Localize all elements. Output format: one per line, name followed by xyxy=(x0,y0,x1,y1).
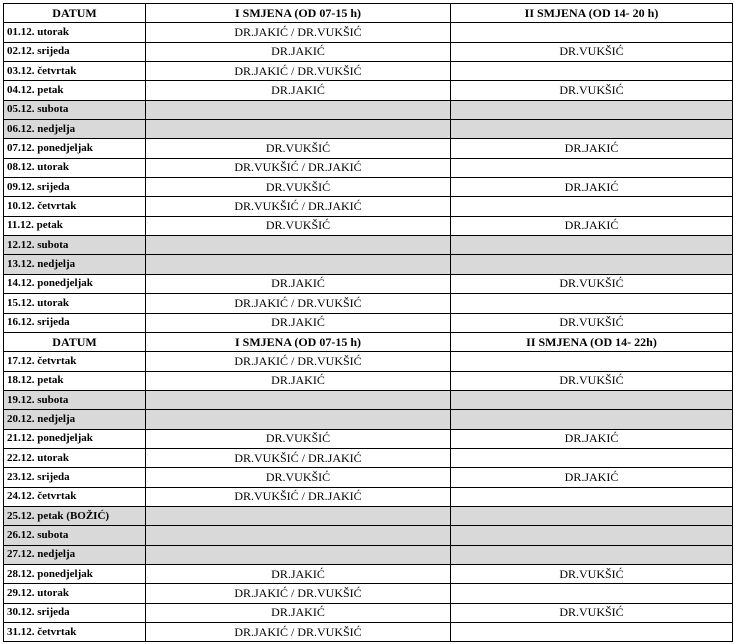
table-row xyxy=(4,468,733,487)
date-cell: 05.12. subota xyxy=(4,100,146,119)
first-shift-cell xyxy=(146,526,451,545)
date-cell: 26.12. subota xyxy=(4,526,146,545)
second-shift-cell: DR.JAKIĆ xyxy=(451,429,733,448)
table-row xyxy=(4,545,733,564)
second-shift-cell xyxy=(451,236,733,255)
date-cell: 02.12. srijeda xyxy=(4,42,146,61)
first-shift-cell xyxy=(146,120,451,139)
date-cell: 09.12. srijeda xyxy=(4,178,146,197)
table-row xyxy=(4,255,733,274)
date-cell: 03.12. četvrtak xyxy=(4,62,146,81)
date-cell: 07.12. ponedjeljak xyxy=(4,139,146,158)
first-shift-cell xyxy=(146,506,451,525)
schedule-body xyxy=(4,4,733,642)
date-cell: 10.12. četvrtak xyxy=(4,197,146,216)
date-cell: 13.12. nedjelja xyxy=(4,255,146,274)
date-cell: 25.12. petak (BOŽIĆ) xyxy=(4,506,146,525)
date-cell: 04.12. petak xyxy=(4,81,146,100)
first-shift-cell: DR.JAKIĆ xyxy=(146,42,451,61)
first-shift-cell: DR.VUKŠIĆ / DR.JAKIĆ xyxy=(146,448,451,467)
first-shift-cell: DR.VUKŠIĆ xyxy=(146,429,451,448)
first-shift-cell: DR.VUKŠIĆ xyxy=(146,216,451,235)
second-shift-cell xyxy=(451,120,733,139)
table-row xyxy=(4,197,733,216)
header-datum: DATUM xyxy=(4,4,146,23)
second-shift-cell xyxy=(451,158,733,177)
date-cell: 28.12. ponedjeljak xyxy=(4,564,146,583)
first-shift-cell: DR.JAKIĆ xyxy=(146,274,451,293)
table-row xyxy=(4,410,733,429)
first-shift-cell: DR.JAKIĆ / DR.VUKŠIĆ xyxy=(146,623,451,642)
date-cell: 20.12. nedjelja xyxy=(4,410,146,429)
second-shift-cell xyxy=(451,255,733,274)
header-datum: DATUM xyxy=(4,332,146,351)
second-shift-cell xyxy=(451,62,733,81)
first-shift-cell: DR.JAKIĆ / DR.VUKŠIĆ xyxy=(146,584,451,603)
first-shift-cell xyxy=(146,390,451,409)
first-shift-cell: DR.JAKIĆ / DR.VUKŠIĆ xyxy=(146,62,451,81)
second-shift-cell xyxy=(451,410,733,429)
first-shift-cell: DR.VUKŠIĆ / DR.JAKIĆ xyxy=(146,487,451,506)
second-shift-cell: DR.VUKŠIĆ xyxy=(451,42,733,61)
table-row xyxy=(4,352,733,371)
second-shift-cell xyxy=(451,487,733,506)
date-cell: 31.12. četvrtak xyxy=(4,623,146,642)
first-shift-cell: DR.VUKŠIĆ / DR.JAKIĆ xyxy=(146,197,451,216)
first-shift-cell: DR.VUKŠIĆ xyxy=(146,178,451,197)
table-row xyxy=(4,564,733,583)
table-row xyxy=(4,158,733,177)
date-cell: 11.12. petak xyxy=(4,216,146,235)
second-shift-cell xyxy=(451,623,733,642)
date-cell: 01.12. utorak xyxy=(4,23,146,42)
table-row xyxy=(4,448,733,467)
first-shift-cell: DR.JAKIĆ xyxy=(146,81,451,100)
first-shift-cell xyxy=(146,410,451,429)
date-cell: 24.12. četvrtak xyxy=(4,487,146,506)
date-cell: 23.12. srijeda xyxy=(4,468,146,487)
date-cell: 08.12. utorak xyxy=(4,158,146,177)
table-row xyxy=(4,584,733,603)
table-row xyxy=(4,603,733,622)
shift-schedule-table xyxy=(3,3,733,642)
second-shift-cell: DR.VUKŠIĆ xyxy=(451,371,733,390)
first-shift-cell: DR.JAKIĆ / DR.VUKŠIĆ xyxy=(146,352,451,371)
header-first-shift: I SMJENA (OD 07-15 h) xyxy=(146,4,451,23)
second-shift-cell: DR.VUKŠIĆ xyxy=(451,81,733,100)
second-shift-cell xyxy=(451,448,733,467)
first-shift-cell xyxy=(146,255,451,274)
first-shift-cell: DR.JAKIĆ / DR.VUKŠIĆ xyxy=(146,23,451,42)
table-row xyxy=(4,42,733,61)
second-shift-cell xyxy=(451,584,733,603)
date-cell: 21.12. ponedjeljak xyxy=(4,429,146,448)
second-shift-cell: DR.JAKIĆ xyxy=(451,468,733,487)
first-shift-cell: DR.JAKIĆ xyxy=(146,603,451,622)
second-shift-cell: DR.VUKŠIĆ xyxy=(451,274,733,293)
date-cell: 17.12. četvrtak xyxy=(4,352,146,371)
table-row xyxy=(4,23,733,42)
second-shift-cell: DR.VUKŠIĆ xyxy=(451,564,733,583)
table-row xyxy=(4,100,733,119)
first-shift-cell: DR.VUKŠIĆ / DR.JAKIĆ xyxy=(146,158,451,177)
date-cell: 12.12. subota xyxy=(4,236,146,255)
first-shift-cell: DR.JAKIĆ xyxy=(146,564,451,583)
table-row xyxy=(4,216,733,235)
date-cell: 19.12. subota xyxy=(4,390,146,409)
first-shift-cell: DR.VUKŠIĆ xyxy=(146,139,451,158)
second-shift-cell: DR.JAKIĆ xyxy=(451,216,733,235)
header-second-shift: II SMJENA (OD 14- 22h) xyxy=(451,332,733,351)
second-shift-cell: DR.JAKIĆ xyxy=(451,178,733,197)
second-shift-cell xyxy=(451,526,733,545)
second-shift-cell xyxy=(451,197,733,216)
table-row xyxy=(4,487,733,506)
first-shift-cell xyxy=(146,545,451,564)
date-cell: 16.12. srijeda xyxy=(4,313,146,332)
table-row xyxy=(4,623,733,642)
table-row xyxy=(4,120,733,139)
table-row xyxy=(4,526,733,545)
first-shift-cell xyxy=(146,236,451,255)
date-cell: 22.12. utorak xyxy=(4,448,146,467)
table-row xyxy=(4,236,733,255)
table-row xyxy=(4,313,733,332)
date-cell: 14.12. ponedjeljak xyxy=(4,274,146,293)
second-shift-cell: DR.VUKŠIĆ xyxy=(451,313,733,332)
table-row xyxy=(4,178,733,197)
second-shift-cell xyxy=(451,390,733,409)
second-shift-cell xyxy=(451,100,733,119)
date-cell: 06.12. nedjelja xyxy=(4,120,146,139)
date-cell: 18.12. petak xyxy=(4,371,146,390)
table-row xyxy=(4,139,733,158)
first-shift-cell: DR.JAKIĆ xyxy=(146,371,451,390)
table-row xyxy=(4,274,733,293)
table-row xyxy=(4,371,733,390)
first-shift-cell xyxy=(146,100,451,119)
table-row xyxy=(4,62,733,81)
header-first-shift: I SMJENA (OD 07-15 h) xyxy=(146,332,451,351)
first-shift-cell: DR.JAKIĆ xyxy=(146,313,451,332)
first-shift-cell: DR.JAKIĆ / DR.VUKŠIĆ xyxy=(146,294,451,313)
date-cell: 15.12. utorak xyxy=(4,294,146,313)
second-shift-cell xyxy=(451,294,733,313)
table-row xyxy=(4,294,733,313)
header-second-shift: II SMJENA (OD 14- 20 h) xyxy=(451,4,733,23)
header-row xyxy=(4,4,733,23)
table-row xyxy=(4,506,733,525)
second-shift-cell xyxy=(451,352,733,371)
second-shift-cell xyxy=(451,23,733,42)
date-cell: 30.12. srijeda xyxy=(4,603,146,622)
header-row xyxy=(4,332,733,351)
second-shift-cell: DR.JAKIĆ xyxy=(451,139,733,158)
first-shift-cell: DR.VUKŠIĆ xyxy=(146,468,451,487)
second-shift-cell: DR.VUKŠIĆ xyxy=(451,603,733,622)
second-shift-cell xyxy=(451,506,733,525)
date-cell: 29.12. utorak xyxy=(4,584,146,603)
table-row xyxy=(4,390,733,409)
table-row xyxy=(4,429,733,448)
second-shift-cell xyxy=(451,545,733,564)
table-row xyxy=(4,81,733,100)
date-cell: 27.12. nedjelja xyxy=(4,545,146,564)
